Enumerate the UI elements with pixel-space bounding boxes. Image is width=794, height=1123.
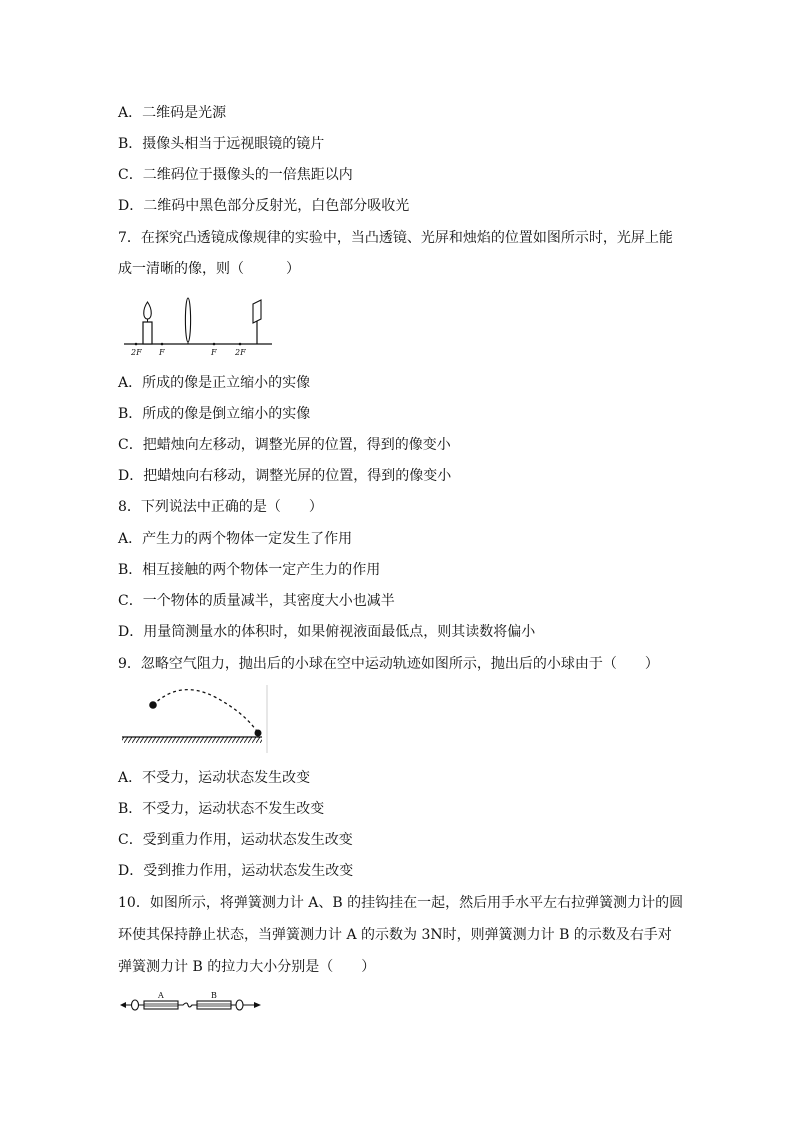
q8-option-b: B．相互接触的两个物体一定产生力的作用 <box>118 562 381 578</box>
q9-trajectory-figure <box>120 683 272 755</box>
q6-option-d: D．二维码中黑色部分反射光，白色部分吸收光 <box>118 198 410 214</box>
tick-f-right <box>213 343 216 346</box>
ground-hatching <box>122 737 262 743</box>
q9-option-d: D．受到推力作用，运动状态发生改变 <box>118 863 354 879</box>
q8-option-a: A．产生力的两个物体一定发生了作用 <box>118 531 353 547</box>
ring-left-icon <box>132 1000 139 1010</box>
q10-spring-scale-figure <box>118 988 266 1018</box>
trajectory-path <box>153 690 258 733</box>
q9-stem: 9．忽略空气阻力，抛出后的小球在空中运动轨迹如图所示，抛出后的小球由于（ ） <box>118 656 659 672</box>
tick-2f-right <box>239 343 242 346</box>
ball-start-icon <box>149 701 157 709</box>
q10-stem-line3: 弹簧测力计 B 的拉力大小分别是（ ） <box>118 959 376 975</box>
label-2f-right: 2F <box>235 348 246 357</box>
label-scale-a: A <box>158 991 164 1000</box>
label-f-left: F <box>159 348 165 357</box>
ball-end-icon <box>255 730 262 737</box>
q10-stem-line2: 环使其保持静止状态，当弹簧测力计 A 的示数为 3N时，则弹簧测力计 B 的示数及右手对 <box>118 927 672 943</box>
q8-option-c: C．一个物体的质量减半，其密度大小也减半 <box>118 593 395 609</box>
q8-stem: 8．下列说法中正确的是（ ） <box>118 499 323 515</box>
q9-option-c: C．受到重力作用，运动状态发生改变 <box>118 832 353 848</box>
q9-option-b: B．不受力，运动状态不发生改变 <box>118 801 325 817</box>
q6-option-c: C．二维码位于摄像头的一倍焦距以内 <box>118 167 353 183</box>
ring-right-icon <box>236 1000 243 1010</box>
q9-option-a: A．不受力，运动状态发生改变 <box>118 770 311 786</box>
label-2f-left: 2F <box>131 348 142 357</box>
right-arrow-icon <box>254 1002 261 1008</box>
convex-lens-icon <box>185 298 190 344</box>
q6-option-b: B．摄像头相当于远视眼镜的镜片 <box>118 136 325 152</box>
q7-option-b: B．所成的像是倒立缩小的实像 <box>118 406 311 422</box>
label-f-right: F <box>211 348 217 357</box>
spring-scale-b <box>197 1001 231 1009</box>
q10-stem-line1: 10．如图所示，将弹簧测力计 A、B 的挂钩挂在一起，然后用手水平左右拉弹簧测力计的圆 <box>118 895 684 911</box>
q7-option-d: D．把蜡烛向右移动，调整光屏的位置，得到的像变小 <box>118 468 452 484</box>
q6-option-a: A．二维码是光源 <box>118 105 227 121</box>
q7-lens-figure <box>120 292 280 360</box>
light-screen-icon <box>253 300 261 344</box>
hooks-icon <box>178 1003 197 1007</box>
tick-2f-left <box>135 343 138 346</box>
spring-scale-a <box>144 1001 178 1009</box>
q7-stem-line2: 成一清晰的像，则（ ） <box>118 261 300 277</box>
left-arrow-icon <box>120 1002 126 1008</box>
q7-option-a: A．所成的像是正立缩小的实像 <box>118 375 311 391</box>
q7-stem-line1: 7．在探究凸透镜成像规律的实验中，当凸透镜、光屏和烛焰的位置如图所示时，光屏上能 <box>118 230 673 246</box>
tick-f-left <box>161 343 164 346</box>
label-scale-b: B <box>211 991 217 1000</box>
q8-option-d: D．用量筒测量水的体积时，如果俯视液面最低点，则其读数将偏小 <box>118 624 536 640</box>
q7-option-c: C．把蜡烛向左移动，调整光屏的位置，得到的像变小 <box>118 437 451 453</box>
candle-icon <box>143 302 152 344</box>
